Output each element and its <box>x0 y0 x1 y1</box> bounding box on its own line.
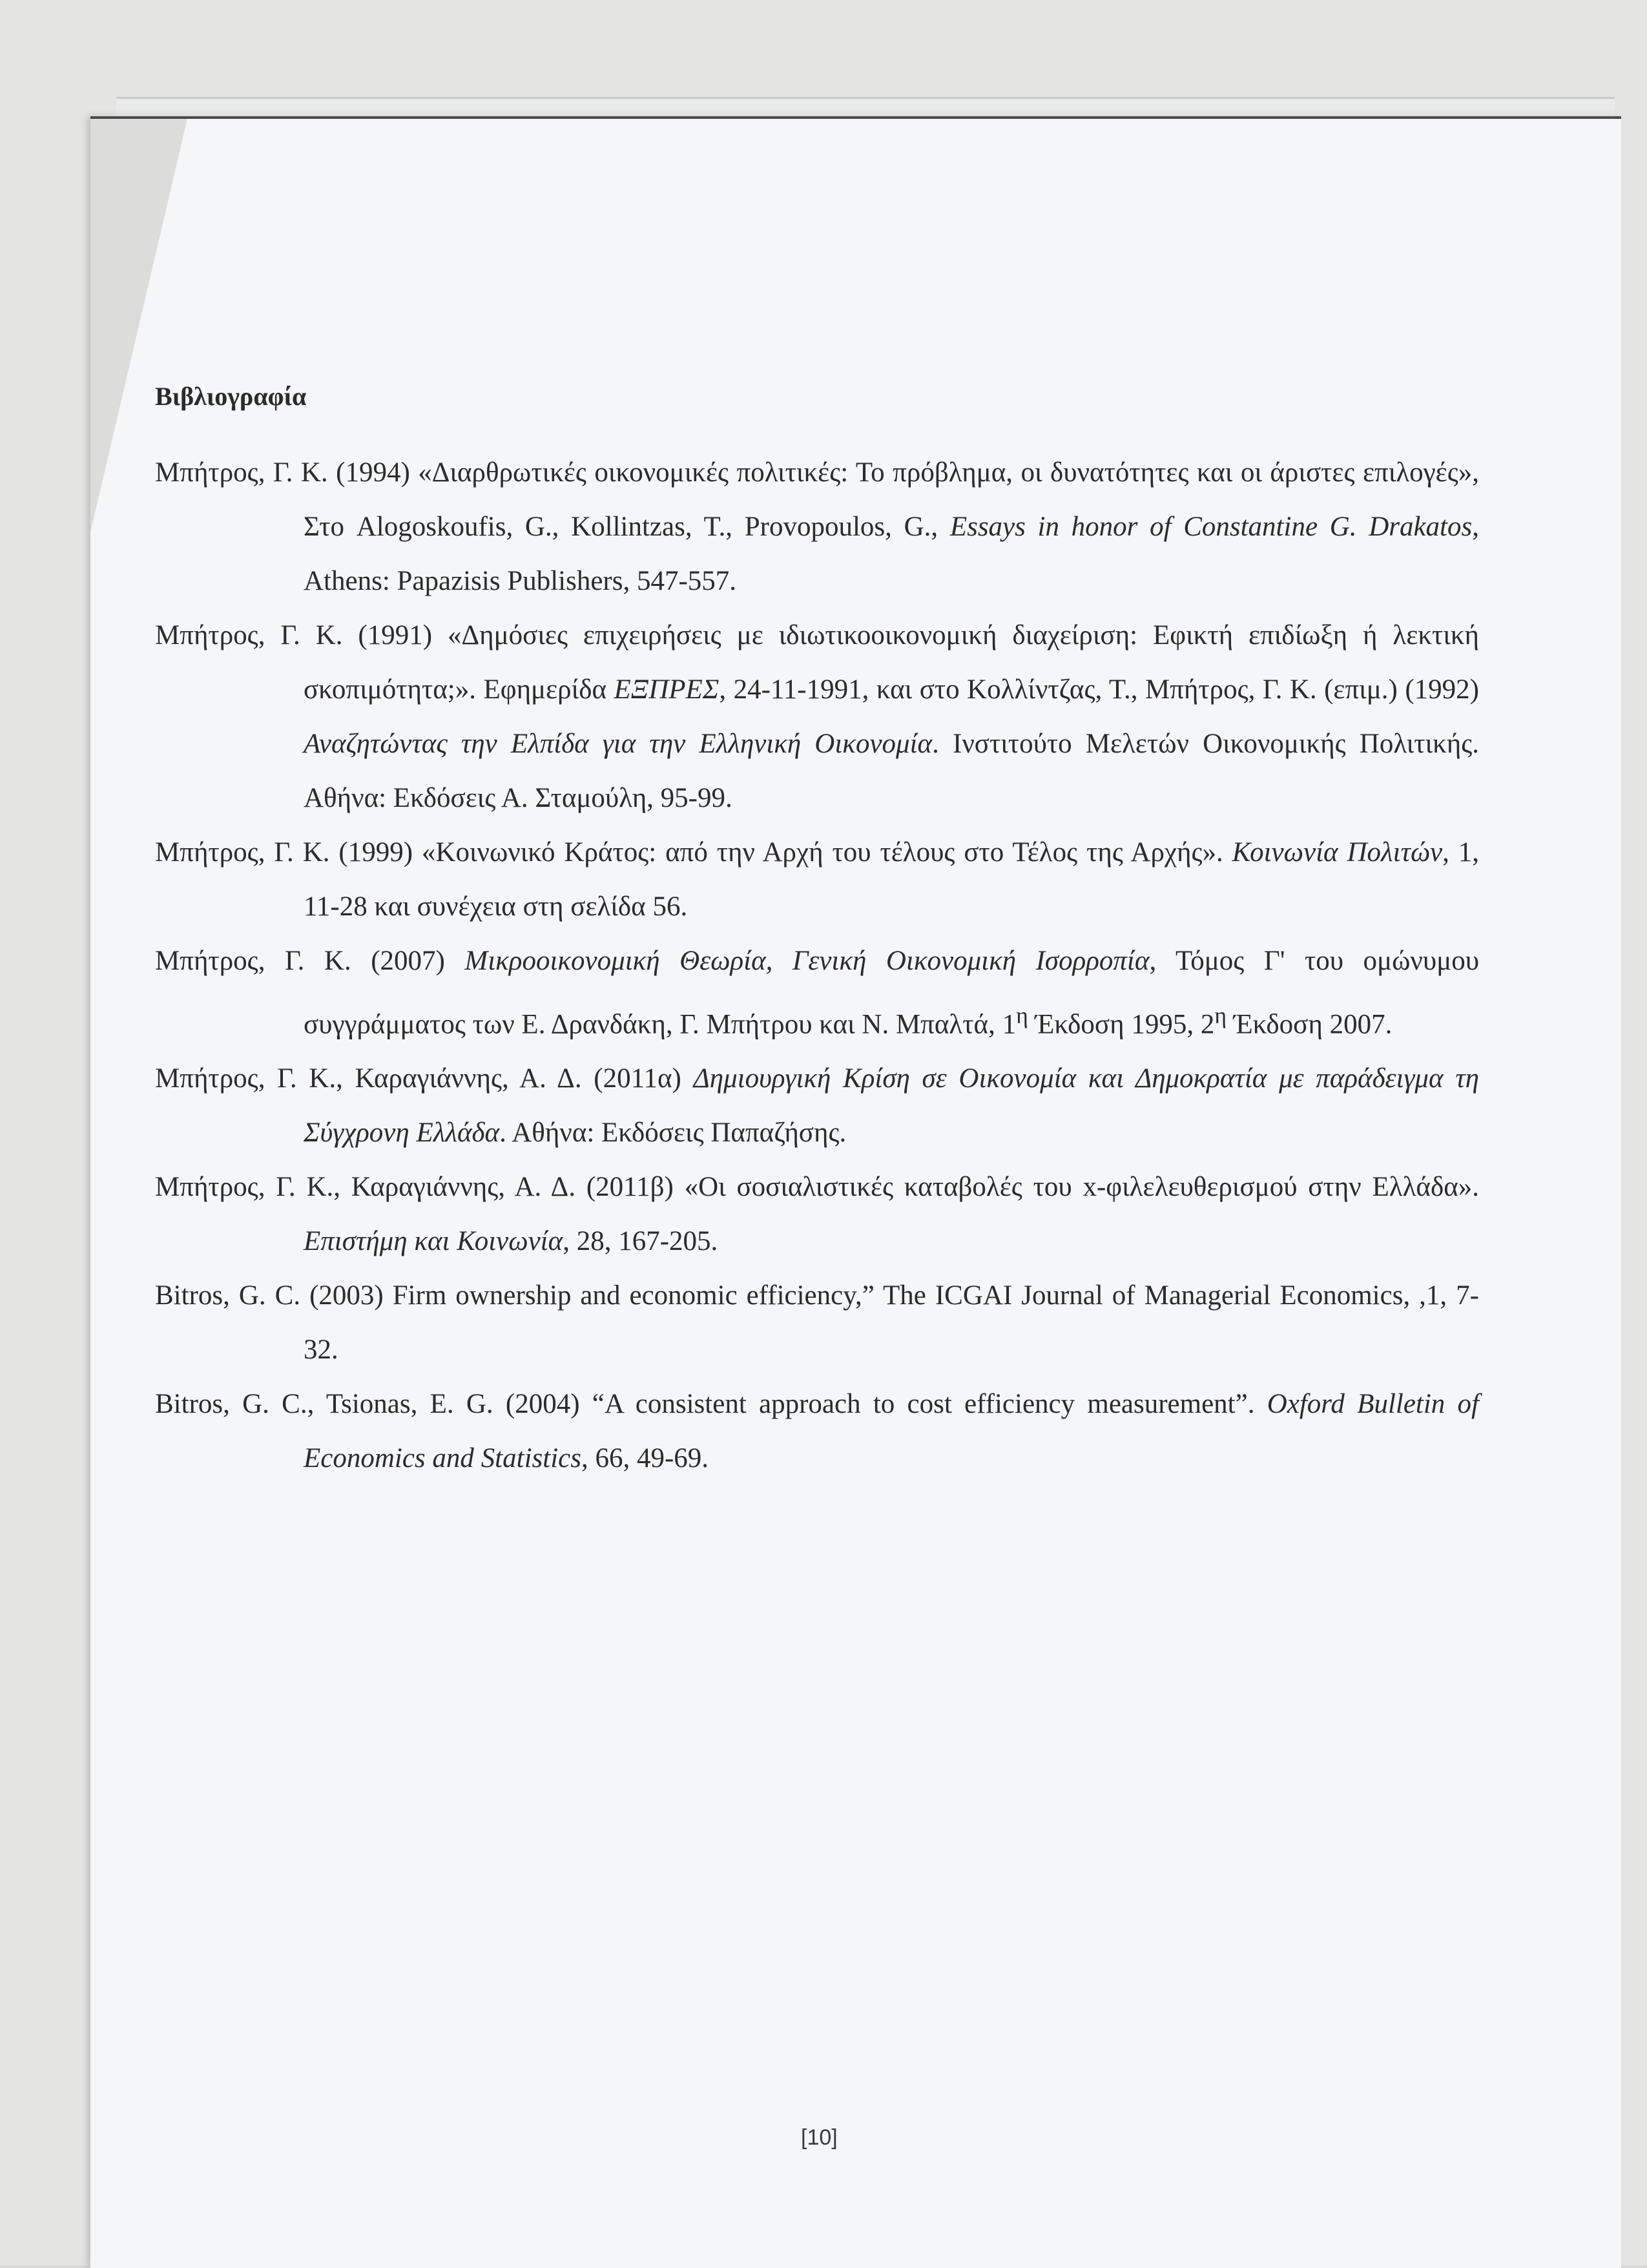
bibliography-entry: Bitros, G. C. (2003) Firm ownership and economic efficiency,” The ICGAI Journal of Managerial Economics, ,1, 7-32. <box>155 1280 1479 1366</box>
page-number: [10] <box>801 2125 838 2150</box>
bibliography-entry: Μπήτρος, Γ. Κ. (1999) «Κοινωνικό Κράτος: από την Αρχή του τέλους στο Τέλος της Αρχής». Κοινωνία Πολιτών, 1, 11-28 και συνέχεια στη σελίδα 56. <box>155 837 1480 922</box>
bibliography-entry: Μπήτρος, Γ. Κ. (2007) Μικροοικονομική Θεωρία, Γενική Οικονομική Ισορροπία, Τόμος Γ' του ομώνυμου συγγράμματος των Ε. Δρανδάκη, Γ. Μπήτρου και Ν. Μπαλτά, $1^\eta$ Έκδοση 1995, $2^\eta$ Έκδοση 2007. <box>155 946 1479 1040</box>
bibliography-entry: Bitros, G. C., Tsionas, E. G. (2004) “A consistent approach to cost efficiency measurement”. Oxford Bulletin of Economics and Statistics, 66, 49-69. <box>155 1389 1480 1474</box>
bibliography-entry: Μπήτρος, Γ. Κ., Καραγιάννης, Α. Δ. (2011β) «Οι σοσιαλιστικές καταβολές του x-φιλελευθερισμού στην Ελλάδα». Επιστήμη και Κοινωνία, 28, 167-205. <box>155 1172 1479 1257</box>
bibliography-heading: Βιβλιογραφία <box>155 382 307 411</box>
bibliography-entry: Μπήτρος, Γ. Κ. (1991) «Δημόσιες επιχειρήσεις με ιδιωτικοοικονομική διαχείριση: Εφικτή επιδίωξη ή λεκτική σκοπιμότητα;». Εφημερίδα ΕΞΠΡΕΣ, 24-11-1991, και στο Κολλίντζας, Τ., Μπήτρος, Γ. Κ. (επιμ.) (1992) Αναζητώντας την Ελπίδα για την Ελληνική Οικονομία. Ινστιτούτο Μελετών Οικονομικής Πολιτικής. Αθήνα: Εκδόσεις Α. Σταμούλη, 95-99. <box>155 620 1480 813</box>
bibliography-list <box>155 446 1479 1486</box>
bibliography-entry: Μπήτρος, Γ. Κ. (1994) «Διαρθρωτικές οικονομικές πολιτικές: Το πρόβλημα, οι δυνατότητες και οι άριστες επιλογές», Στο Alogoskoufis, G., Kollintzas, T., Provopoulos, G., Essays in honor of Constantine G. Drakatos, Athens: Papazisis Publishers, 547-557. <box>155 457 1479 596</box>
bibliography-entry: Μπήτρος, Γ. Κ., Καραγιάννης, Α. Δ. (2011α) Δημιουργική Κρίση σε Οικονομία και Δημοκρατία με παράδειγμα τη Σύγχρονη Ελλάδα. Αθήνα: Εκδόσεις Παπαζήσης. <box>155 1063 1479 1149</box>
